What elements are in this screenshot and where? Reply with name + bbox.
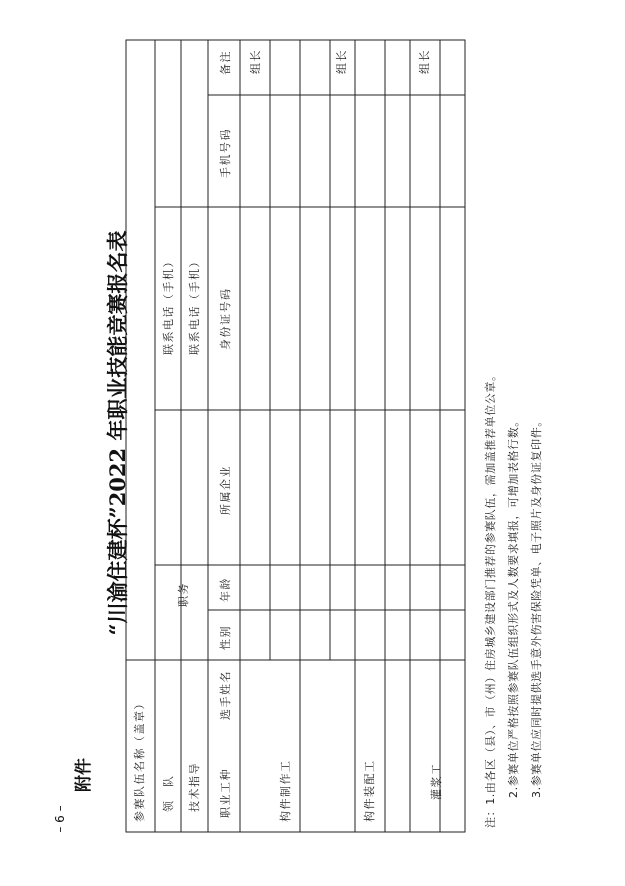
header-gender: 性别 xyxy=(219,625,232,650)
remark-leader-3: 组长 xyxy=(418,49,431,74)
note-1: 注：1.由各区（县）、市（州）住房城乡建设部门推荐的参赛队伍，需加盖推荐单位公章。 xyxy=(484,369,497,828)
team-name-label: 参赛队伍名称（盖章） xyxy=(133,697,146,822)
header-remark: 备注 xyxy=(219,50,232,75)
trade-group-1: 构件制作工 xyxy=(279,759,292,822)
leader-label: 领 队 xyxy=(162,774,175,812)
note-2: 2.参赛单位严格按照参赛队伍组织形式及人数要求填报，可增加表格行数。 xyxy=(507,415,520,798)
header-id-number: 身份证号码 xyxy=(219,287,232,350)
remark-leader-2: 组长 xyxy=(335,49,348,74)
header-mobile: 手机号码 xyxy=(219,128,232,178)
header-age: 年龄 xyxy=(219,577,232,602)
position-label: 职务 xyxy=(177,582,190,607)
page-number: – 6 – xyxy=(53,805,67,833)
table-grid xyxy=(126,40,465,832)
note-3: 3.参赛单位应同时提供选手意外伤害保险凭单、电子照片及身份证复印件。 xyxy=(530,415,543,798)
header-company: 所属企业 xyxy=(219,465,232,515)
contact-label-guide: 联系电话（手机） xyxy=(188,255,201,355)
header-trade: 职业工种 xyxy=(219,768,232,818)
page-title: “川渝住建杯”2022 年职业技能竞赛报名表 xyxy=(105,230,130,636)
trade-group-2: 构件装配工 xyxy=(363,759,376,822)
contact-label-leader: 联系电话（手机） xyxy=(162,255,175,355)
table-border xyxy=(126,40,465,832)
header-name: 选手姓名 xyxy=(219,670,232,720)
tech-guide-label: 技术指导 xyxy=(188,762,201,812)
trade-group-3: 灌浆工 xyxy=(430,762,443,800)
attachment-label: 附件 xyxy=(74,758,94,792)
remark-leader-1: 组长 xyxy=(249,49,262,74)
